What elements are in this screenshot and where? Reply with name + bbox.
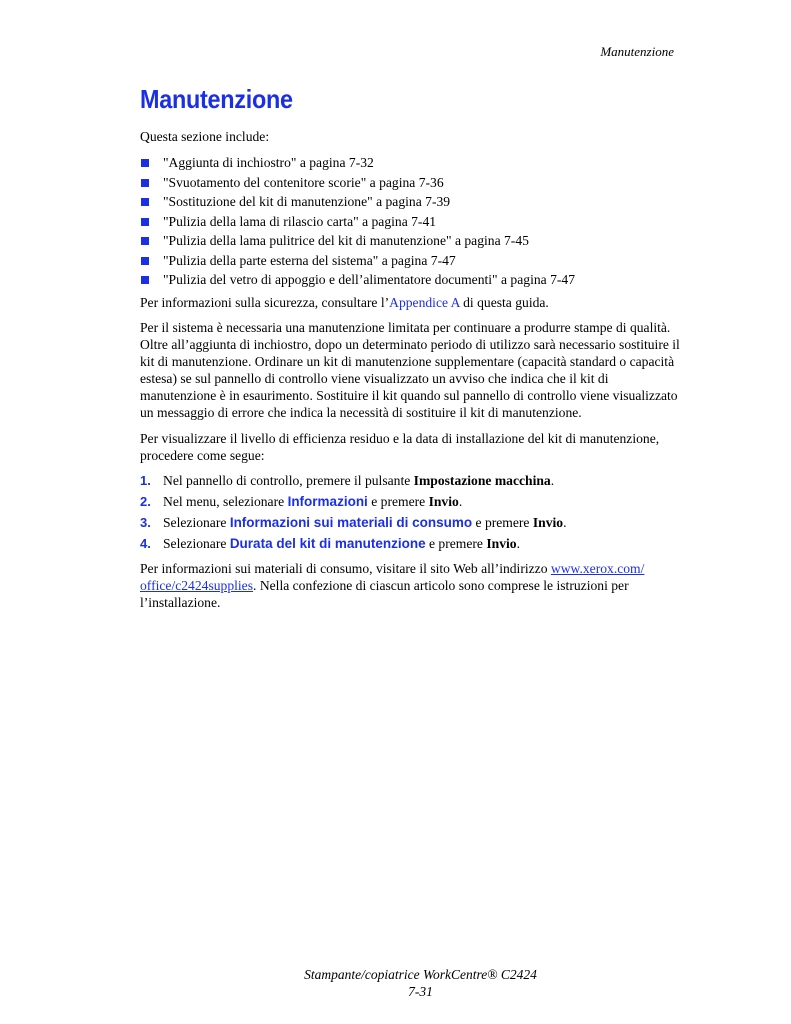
safety-paragraph (140, 294, 680, 311)
step-text-end: . (516, 535, 520, 551)
running-header: Manutenzione (600, 44, 674, 59)
list-item[interactable] (140, 153, 680, 173)
square-bullet-icon (141, 237, 149, 245)
square-bullet-icon (141, 198, 149, 206)
page-footer (0, 966, 791, 1000)
page-title: Manutenzione (140, 84, 293, 114)
square-bullet-icon (141, 179, 149, 187)
list-item-label: "Pulizia del vetro di appoggio e dell’alimentatore documenti" a pagina 7-47 (163, 272, 575, 287)
intro-text: Questa sezione include: (140, 129, 270, 144)
supplies-text: Per informazioni sui materiali di consumo, visitare il sito Web all’indirizzo (140, 560, 551, 576)
appendix-a-link[interactable]: Appendice A (389, 294, 460, 310)
list-item-label: "Pulizia della lama pulitrice del kit di manutenzione" a pagina 7-45 (163, 233, 529, 248)
supplies-url-part1: www.xerox.com/ (550, 560, 645, 576)
list-item[interactable] (140, 251, 680, 271)
step-text-end: . (550, 472, 555, 488)
list-item-label: "Aggiunta di inchiostro" a pagina 7-32 (163, 155, 374, 170)
footer-page-number: 7-31 (408, 984, 433, 999)
list-item[interactable] (140, 173, 680, 193)
step-text: Selezionare (163, 535, 230, 551)
main-content (140, 128, 680, 619)
safety-text-end: di questa guida. (459, 294, 549, 310)
step-text: Nel menu, selezionare (163, 493, 288, 509)
step-text-mid: e premere (367, 493, 429, 509)
list-item-label: "Pulizia della lama di rilascio carta" a pagina 7-41 (163, 213, 437, 229)
section-list (140, 153, 680, 290)
menu-option-label: Informazioni (287, 493, 368, 509)
step-number: 1. (140, 472, 151, 488)
supplies-url-part2: office/c2424supplies (140, 577, 254, 593)
step-item (140, 491, 680, 512)
step-button-name: Invio (532, 514, 564, 530)
list-item[interactable] (140, 270, 680, 290)
step-item (140, 512, 680, 533)
step-number: 4. (140, 535, 151, 551)
list-item[interactable] (140, 192, 680, 212)
menu-option-label: Informazioni sui materiali di consumo (229, 514, 473, 530)
step-item (140, 533, 680, 554)
step-number: 2. (140, 493, 151, 509)
step-item (140, 470, 680, 491)
step-button-name: Impostazione macchina (413, 472, 551, 488)
step-text-mid: e premere (425, 535, 487, 551)
square-bullet-icon (141, 159, 149, 167)
square-bullet-icon (141, 218, 149, 226)
list-item-label: "Pulizia della parte esterna del sistema" a pagina 7-47 (163, 252, 456, 268)
supplies-paragraph (140, 560, 680, 611)
maintenance-paragraph: Per il sistema è necessaria una manutenzione limitata per continuare a produrre stampe di qualità. Oltre all’aggiunta di inchiostro, dopo un determinato periodo di utilizzo sarà necessario sostituire il kit di manutenzione. Ordinare un kit di manutenzione supplementare (capacità standard o capacità estesa) se sul pannello di controllo viene visualizzato un avviso che indica che il kit di manutenzione è in esaurimento. Sostituire il kit quando sul pannello di controllo viene visualizzato un messaggio di errore che indica la necessità di sostituire il kit di manutenzione. (140, 319, 680, 420)
list-item[interactable] (140, 231, 680, 251)
square-bullet-icon (141, 257, 149, 265)
procedure-paragraph: Per visualizzare il livello di efficienza residuo e la data di installazione del kit di manutenzione, procedere come segue: (140, 430, 660, 463)
footer-product-name: Stampante/copiatrice WorkCentre® C2424 (304, 967, 537, 982)
step-text: Selezionare (163, 514, 230, 530)
step-button-name: Invio (486, 535, 517, 551)
step-text-end: . (563, 514, 567, 530)
step-text-mid: e premere (472, 514, 533, 530)
list-item-label: "Sostituzione del kit di manutenzione" a pagina 7-39 (163, 194, 451, 209)
step-text-end: . (458, 493, 463, 509)
step-text: Nel pannello di controllo, premere il pulsante (163, 472, 414, 488)
list-item-label: "Svuotamento del contenitore scorie" a pagina 7-36 (163, 174, 444, 190)
step-number: 3. (140, 514, 151, 530)
supplies-text-end: . Nella confezione di ciascun articolo sono comprese le istruzioni per l’installazione. (140, 577, 629, 610)
square-bullet-icon (141, 276, 149, 284)
procedure-steps (140, 470, 680, 554)
safety-text: Per informazioni sulla sicurezza, consultare l’ (140, 294, 390, 310)
step-button-name: Invio (428, 493, 459, 509)
list-item[interactable] (140, 212, 680, 232)
menu-option-label: Durata del kit di manutenzione (229, 535, 426, 551)
